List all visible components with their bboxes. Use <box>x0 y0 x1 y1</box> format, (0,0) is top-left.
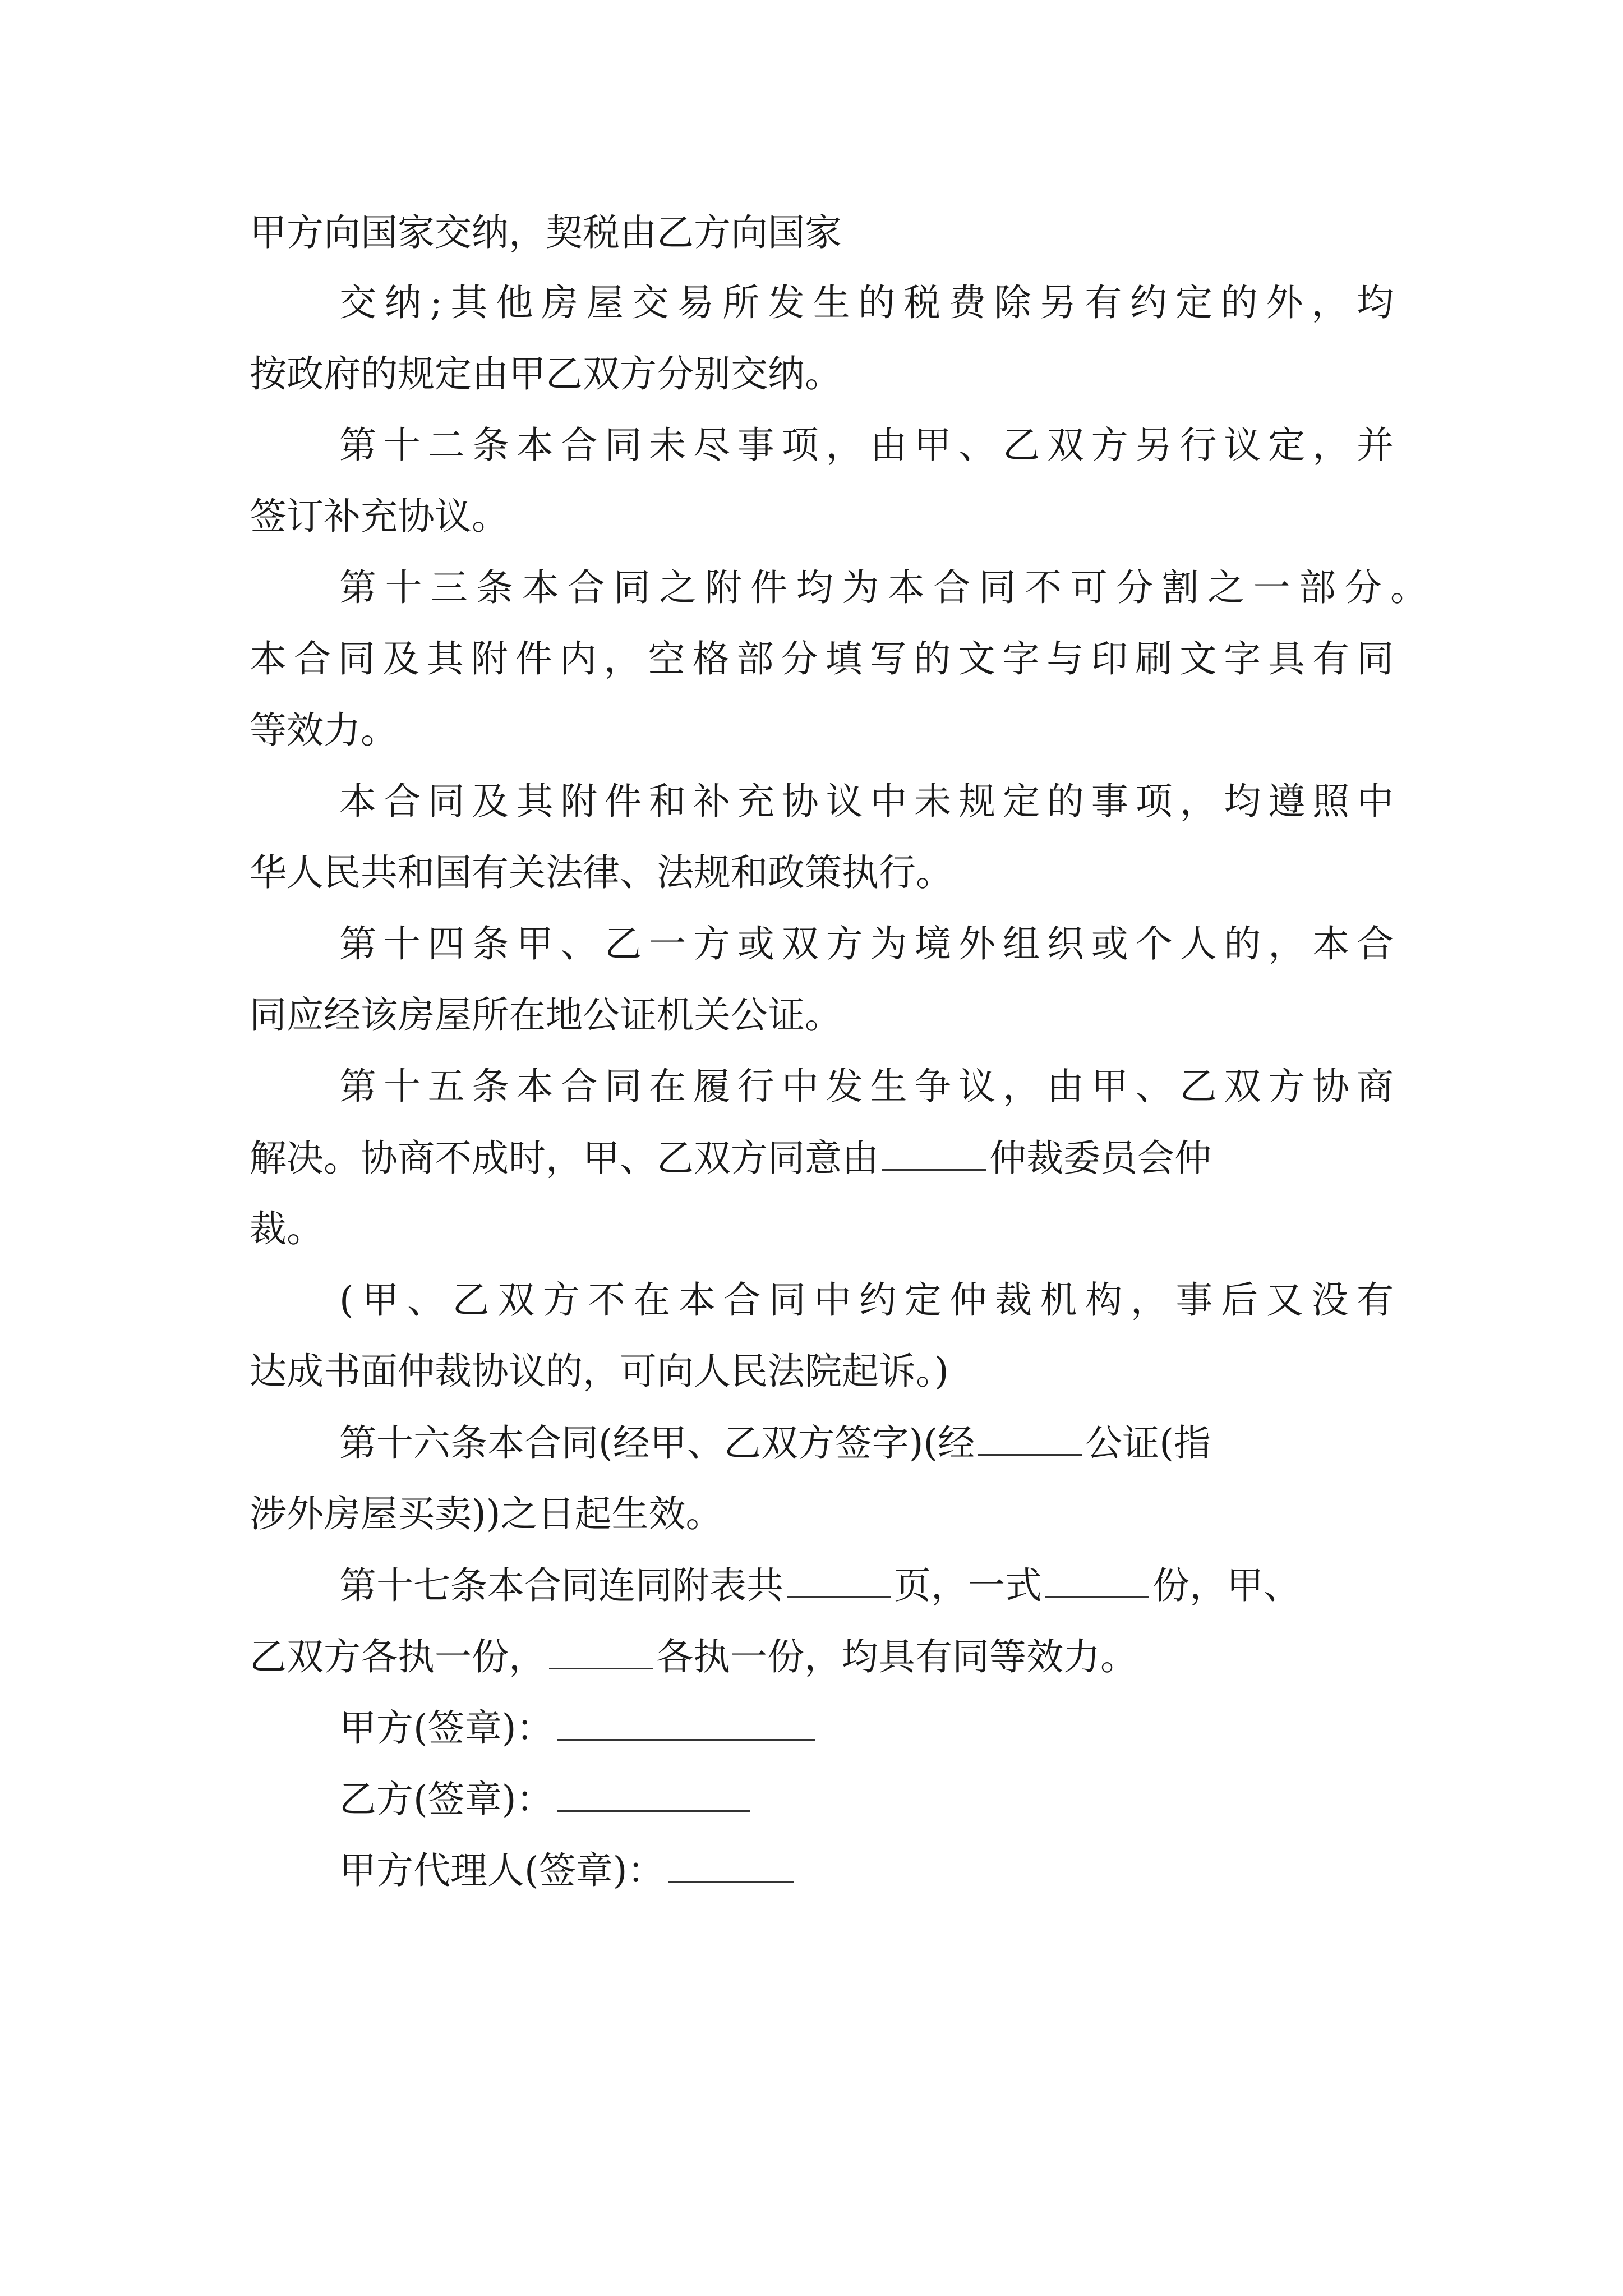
text-line-15: 裁。 <box>250 1207 324 1250</box>
text-line-3: 按政府的规定由甲乙双方分别交纳。 <box>250 352 842 395</box>
text-line-14-part-a: 解决。协商不成时，甲、乙双方同意由 <box>250 1137 879 1180</box>
text-line-11: 第十四条甲、乙一方或双方为境外组织或个人的，本合 <box>339 922 1394 965</box>
signature-party-a-label: 甲方(签章)： <box>339 1706 554 1750</box>
signature-agent-a <box>339 1848 1483 1893</box>
holder-blank[interactable] <box>549 1634 653 1669</box>
copy-count-blank[interactable] <box>1045 1563 1149 1598</box>
page-count-blank[interactable] <box>787 1563 891 1598</box>
signature-party-a-blank[interactable] <box>557 1705 815 1741</box>
arbitration-blank[interactable] <box>882 1135 986 1171</box>
signature-agent-a-blank[interactable] <box>668 1848 794 1883</box>
text-line-10: 华人民共和国有关法律、法规和政策执行。 <box>250 851 953 894</box>
signature-party-b <box>339 1777 1483 1822</box>
text-line-12: 同应经该房屋所在地公证机关公证。 <box>250 993 842 1037</box>
notary-blank[interactable] <box>978 1420 1082 1456</box>
signature-agent-a-label: 甲方代理人(签章)： <box>339 1849 665 1892</box>
text-line-1: 甲方向国家交纳，契税由乙方向国家 <box>250 211 842 254</box>
text-line-20-part-c: 份，甲、 <box>1152 1564 1301 1607</box>
text-line-14 <box>250 1135 1394 1181</box>
signature-party-b-label: 乙方(签章)： <box>339 1778 554 1821</box>
text-line-18 <box>339 1420 1483 1466</box>
signature-party-b-blank[interactable] <box>557 1777 750 1812</box>
text-line-6: 第十三条本合同之附件均为本合同不可分割之一部分。 <box>339 566 1427 609</box>
text-line-2: 交纳;其他房屋交易所发生的税费除另有约定的外，均 <box>339 281 1394 324</box>
text-line-20-part-a: 第十七条本合同连同附表共 <box>339 1564 783 1607</box>
text-line-19: 涉外房屋买卖))之日起生效。 <box>250 1492 723 1535</box>
text-line-4: 第十二条本合同未尽事项，由甲、乙双方另行议定，并 <box>339 424 1394 467</box>
signature-party-a <box>339 1705 1483 1751</box>
text-line-20 <box>339 1563 1483 1608</box>
text-line-16: (甲、乙双方不在本合同中约定仲裁机构，事后又没有 <box>339 1278 1394 1322</box>
text-line-21 <box>250 1634 1394 1680</box>
text-line-14-part-b: 仲裁委员会仲 <box>989 1137 1211 1180</box>
text-line-8: 等效力。 <box>250 708 398 752</box>
text-line-7: 本合同及其附件内，空格部分填写的文字与印刷文字具有同 <box>250 637 1394 680</box>
text-line-18-part-a: 第十六条本合同(经甲、乙双方签字)(经 <box>339 1421 975 1465</box>
text-line-9: 本合同及其附件和补充协议中未规定的事项，均遵照中 <box>339 780 1394 823</box>
text-line-5: 签订补充协议。 <box>250 495 509 538</box>
text-line-13: 第十五条本合同在履行中发生争议，由甲、乙双方协商 <box>339 1065 1394 1108</box>
text-line-20-part-b: 页，一式 <box>894 1564 1042 1607</box>
text-line-21-part-b: 各执一份，均具有同等效力。 <box>656 1635 1137 1678</box>
text-line-21-part-a: 乙双方各执一份， <box>250 1635 546 1678</box>
text-line-18-part-b: 公证(指 <box>1085 1421 1211 1465</box>
text-line-17: 达成书面仲裁协议的，可向人民法院起诉。) <box>250 1350 949 1393</box>
